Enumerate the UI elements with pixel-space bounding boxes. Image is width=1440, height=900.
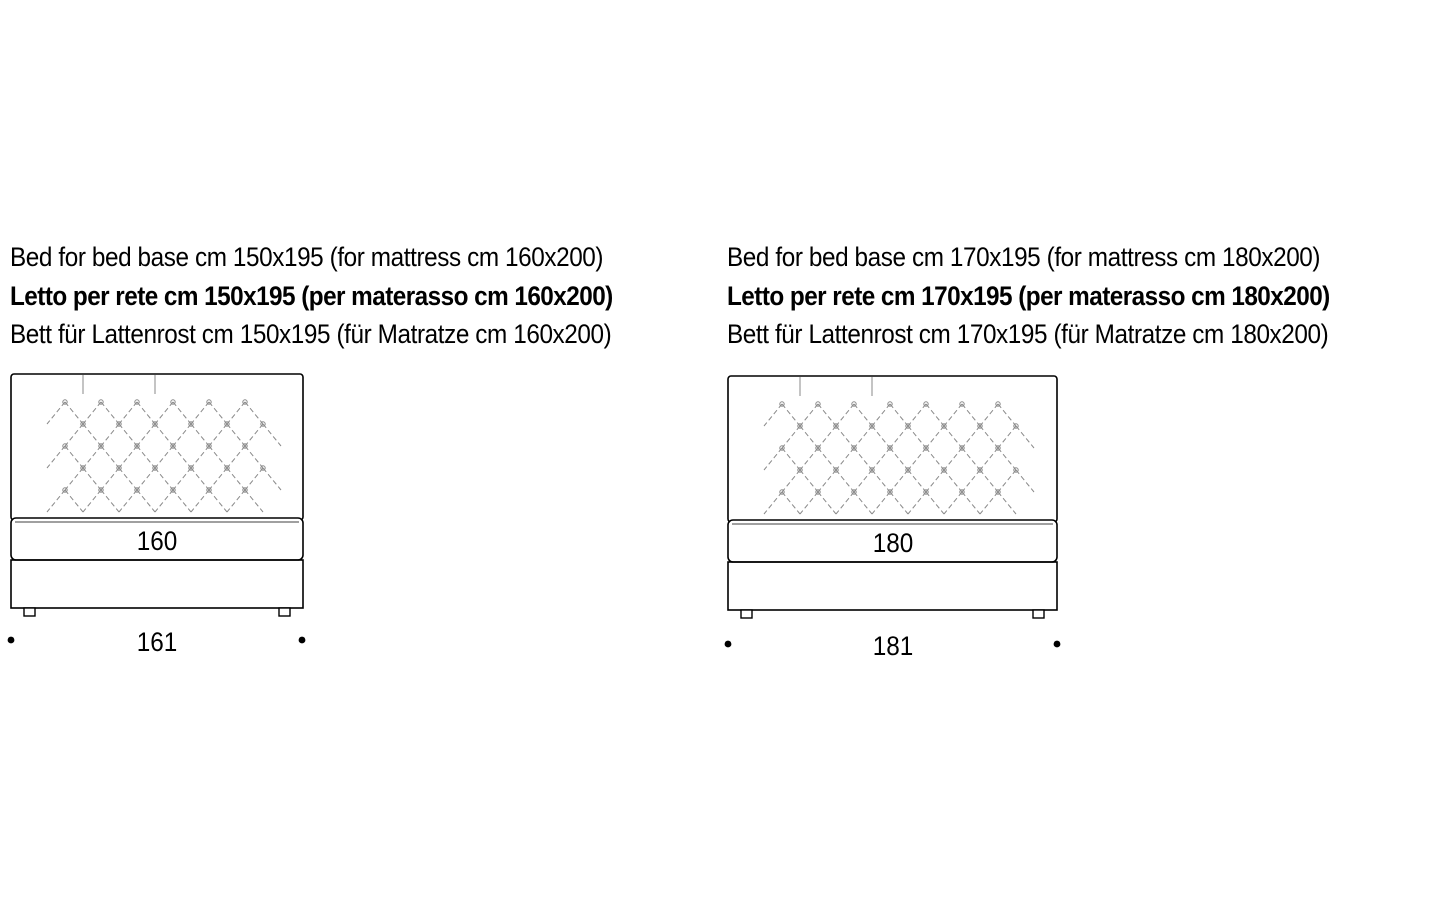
tufting-pleat xyxy=(191,446,209,468)
tufting-pleat xyxy=(872,470,890,492)
tufting-pleat xyxy=(227,468,245,490)
tufting-pleat xyxy=(47,446,65,468)
tufting-pleat xyxy=(872,426,890,448)
tufting-pleat xyxy=(818,448,836,470)
tufting-pleat xyxy=(137,490,155,512)
tufting-pleat xyxy=(137,402,155,424)
caption-english: Bed for bed base cm 150x195 (for mattress cm 160x200) xyxy=(10,242,604,272)
tufting-pleat xyxy=(245,490,263,512)
tufting-pleat xyxy=(836,426,854,448)
tufting-pleat xyxy=(836,404,854,426)
tufting-pleat xyxy=(173,424,191,446)
tufting-pleat xyxy=(65,446,83,468)
tufting-pleat xyxy=(119,446,137,468)
tufting-pleat xyxy=(818,426,836,448)
tufting-pleat xyxy=(800,448,818,470)
tufting-pleat xyxy=(890,426,908,448)
tufting-pleat xyxy=(173,402,191,424)
tufting-pleat xyxy=(962,426,980,448)
tufting-pleat xyxy=(245,446,263,468)
tufting-pleat xyxy=(155,402,173,424)
tufting-pleat xyxy=(854,470,872,492)
bed-feet xyxy=(24,608,290,616)
tufting-pleat xyxy=(245,402,263,424)
tufting-pleat xyxy=(173,446,191,468)
tufting-pleat xyxy=(209,402,227,424)
tufting-pleat xyxy=(962,448,980,470)
tufting-pleat xyxy=(890,492,908,514)
tufting-pleat xyxy=(890,470,908,492)
tufting-pleat xyxy=(908,448,926,470)
tufting-pleat xyxy=(854,426,872,448)
caption-german: Bett für Lattenrost cm 150x195 (für Matratze cm 160x200) xyxy=(10,319,612,349)
bed-panel-180 xyxy=(727,238,1440,662)
tufting-pleat xyxy=(908,470,926,492)
tufting-pleat xyxy=(83,468,101,490)
tufting-pleat xyxy=(764,404,782,426)
tufting-pleat xyxy=(209,424,227,446)
tufting-pleat xyxy=(944,404,962,426)
mattress-width-label: 160 xyxy=(136,526,178,557)
tufting-pleat xyxy=(1016,426,1034,448)
tufting-pleat xyxy=(800,492,818,514)
bed-feet xyxy=(741,610,1044,618)
tufting-pleat xyxy=(83,424,101,446)
tufting-pleat xyxy=(872,404,890,426)
tufting-pleat xyxy=(245,424,263,446)
headboard xyxy=(11,374,303,520)
overall-width-label: 181 xyxy=(872,631,914,662)
tufting-pleat xyxy=(782,426,800,448)
tufting-pleat xyxy=(854,492,872,514)
tufting-pleat xyxy=(926,404,944,426)
tufting-pleat xyxy=(782,492,800,514)
tufting-pleat xyxy=(926,448,944,470)
bed-front-drawing xyxy=(727,374,1067,662)
tufting-pleat xyxy=(998,470,1016,492)
mattress-width-label: 180 xyxy=(872,528,914,559)
tufting-pleat xyxy=(818,492,836,514)
tufting-pleat xyxy=(998,448,1016,470)
bed-panel-160 xyxy=(10,238,730,658)
caption-german: Bett für Lattenrost cm 170x195 (für Matratze cm 180x200) xyxy=(727,319,1329,349)
tufting-pleat xyxy=(944,470,962,492)
caption-english: Bed for bed base cm 170x195 (for mattress cm 180x200) xyxy=(727,242,1321,272)
caption-italian: Letto per rete cm 170x195 (per materasso cm 180x200) xyxy=(727,280,1330,311)
tufting-pleat xyxy=(782,404,800,426)
bed-base xyxy=(11,560,303,608)
tufting-pleat xyxy=(245,468,263,490)
tufting-pleat xyxy=(800,470,818,492)
tufting-pleat xyxy=(101,402,119,424)
tufting-pleat xyxy=(173,468,191,490)
tufting-pleat xyxy=(119,402,137,424)
tufting-pleat xyxy=(191,468,209,490)
tufting-pleat xyxy=(137,468,155,490)
tufting-pleat xyxy=(890,404,908,426)
tufting-pleat xyxy=(227,490,245,512)
tufting-pleat xyxy=(980,492,998,514)
tufting-pleat xyxy=(137,424,155,446)
tufting-pleat xyxy=(998,404,1016,426)
tufting-pleat xyxy=(83,446,101,468)
tufting-pleat xyxy=(65,490,83,512)
tufting-pleat xyxy=(944,492,962,514)
tufting-pleat xyxy=(209,490,227,512)
tufting-pleat xyxy=(908,426,926,448)
tufting-pleat xyxy=(227,446,245,468)
tufting-pleat xyxy=(836,470,854,492)
tufting-pleat xyxy=(209,446,227,468)
tufting-pleat xyxy=(101,424,119,446)
tufting-pleat xyxy=(101,490,119,512)
tufting-pleat xyxy=(137,446,155,468)
tufting-pleat xyxy=(980,426,998,448)
tufting-pleat xyxy=(101,446,119,468)
tufting-pleat xyxy=(155,446,173,468)
tufting-pleat xyxy=(101,468,119,490)
tufting-pleat xyxy=(764,448,782,470)
tufting-pleat xyxy=(944,426,962,448)
tufting-pleat xyxy=(263,424,281,446)
tufting-pleat xyxy=(962,404,980,426)
bed-base xyxy=(728,562,1057,610)
tufting-pleat xyxy=(65,402,83,424)
tufting-pleat xyxy=(191,490,209,512)
tufting-pleat xyxy=(944,448,962,470)
tufting-pleat xyxy=(818,404,836,426)
tufting-pleat xyxy=(818,470,836,492)
tufting-pleat xyxy=(980,448,998,470)
tufting-pleat xyxy=(191,424,209,446)
tufting-pleat xyxy=(119,424,137,446)
tufting-pleat xyxy=(1016,470,1034,492)
tufting-pleat xyxy=(155,468,173,490)
tufting-pleat xyxy=(908,404,926,426)
tufting-pleat xyxy=(209,468,227,490)
tufting-pleat xyxy=(191,402,209,424)
tufting-pleat xyxy=(800,404,818,426)
tufting-pleat xyxy=(926,492,944,514)
tufting-pleat xyxy=(872,492,890,514)
tufting-pleat xyxy=(998,426,1016,448)
tufting-pleat xyxy=(962,492,980,514)
tufting-pleat xyxy=(47,402,65,424)
tufting-pleat xyxy=(890,448,908,470)
tufting-pleat xyxy=(227,402,245,424)
tufting-pleat xyxy=(854,404,872,426)
tufting-pleat xyxy=(782,448,800,470)
headboard-tufting xyxy=(764,377,1034,514)
tufting-pleat xyxy=(263,468,281,490)
tufting-pleat xyxy=(227,424,245,446)
tufting-pleat xyxy=(800,426,818,448)
tufting-pleat xyxy=(47,490,65,512)
headboard-tufting xyxy=(47,375,281,512)
tufting-pleat xyxy=(980,470,998,492)
tufting-pleat xyxy=(65,468,83,490)
caption-italian: Letto per rete cm 150x195 (per materasso cm 160x200) xyxy=(10,280,613,311)
tufting-pleat xyxy=(962,470,980,492)
tufting-pleat xyxy=(836,492,854,514)
tufting-pleat xyxy=(836,448,854,470)
tufting-pleat xyxy=(119,468,137,490)
tufting-pleat xyxy=(908,492,926,514)
tufting-pleat xyxy=(872,448,890,470)
tufting-pleat xyxy=(155,424,173,446)
tufting-pleat xyxy=(173,490,191,512)
tufting-pleat xyxy=(155,490,173,512)
overall-width-label: 161 xyxy=(136,627,178,658)
tufting-pleat xyxy=(926,470,944,492)
tufting-pleat xyxy=(83,402,101,424)
tufting-pleat xyxy=(65,424,83,446)
tufting-pleat xyxy=(980,404,998,426)
tufting-pleat xyxy=(854,448,872,470)
tufting-pleat xyxy=(764,492,782,514)
tufting-pleat xyxy=(926,426,944,448)
tufting-pleat xyxy=(782,470,800,492)
bed-front-drawing xyxy=(10,372,310,658)
tufting-pleat xyxy=(83,490,101,512)
tufting-pleat xyxy=(119,490,137,512)
tufting-pleat xyxy=(998,492,1016,514)
